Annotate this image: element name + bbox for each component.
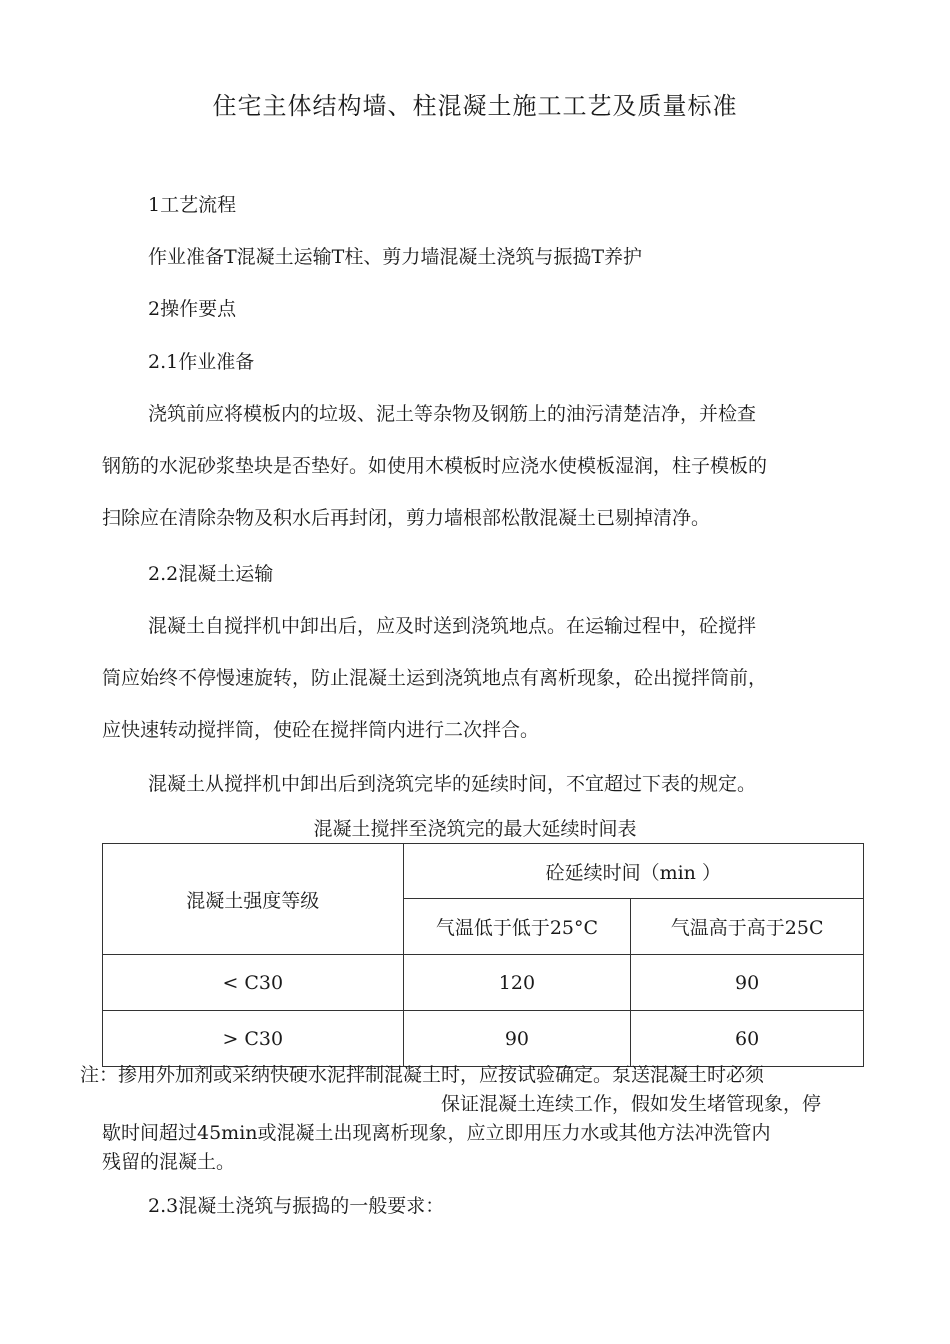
note-line: 歇时间超过45min或混凝土出现离析现象，应立即用压力水或其他方法冲洗管内 xyxy=(102,1122,771,1144)
cell-low: 90 xyxy=(403,1011,631,1067)
subsection-heading-2-3: 2.3混凝土浇筑与振捣的一般要求： xyxy=(148,1195,445,1217)
note-line: 保证混凝土连续工作，假如发生堵管现象，停 xyxy=(441,1093,822,1115)
note-line: 注：掺用外加剂或采纳快硬水泥拌制混凝土时，应按试验确定。泵送混凝土时必须 xyxy=(80,1064,765,1086)
paragraph-line: 筒应始终不停慢速旋转，防止混凝土运到浇筑地点有离析现象，砼出搅拌筒前， xyxy=(102,667,768,689)
process-flow: 作业准备T混凝土运输T柱、剪力墙混凝土浇筑与振捣T养护 xyxy=(148,246,643,268)
cell-high: 90 xyxy=(631,955,864,1011)
paragraph-prep xyxy=(102,388,902,544)
section-heading-1: 1工艺流程 xyxy=(148,194,237,216)
table-header-row xyxy=(103,844,864,899)
paragraph-line: 扫除应在清除杂物及积水后再封闭，剪力墙根部松散混凝土已剔掉清净。 xyxy=(102,507,711,529)
header-temp-high: 气温高于高于25C xyxy=(631,899,864,955)
subsection-heading-2-2: 2.2混凝土运输 xyxy=(148,563,274,585)
cell-grade: > C30 xyxy=(103,1011,404,1067)
paragraph-line: 钢筋的水泥砂浆垫块是否垫好。如使用木模板时应浇水使模板湿润，柱子模板的 xyxy=(102,455,768,477)
paragraph-transport xyxy=(102,600,902,756)
cell-low: 120 xyxy=(403,955,631,1011)
note-line: 残留的混凝土。 xyxy=(102,1151,236,1173)
paragraph-duration: 混凝土从搅拌机中卸出后到浇筑完毕的延续时间，不宜超过下表的规定。 xyxy=(148,773,757,795)
cell-high: 60 xyxy=(631,1011,864,1067)
header-grade: 混凝土强度等级 xyxy=(103,844,404,955)
table-row xyxy=(103,1011,864,1067)
duration-table xyxy=(102,843,864,1067)
paragraph-line: 浇筑前应将模板内的垃圾、泥土等杂物及钢筋上的油污清楚洁净，并检查 xyxy=(148,403,757,425)
paragraph-line: 混凝土自搅拌机中卸出后，应及时送到浇筑地点。在运输过程中，砼搅拌 xyxy=(148,615,757,637)
header-temp-low: 气温低于低于25°C xyxy=(403,899,631,955)
document-title: 住宅主体结构墙、柱混凝土施工工艺及质量标准 xyxy=(212,92,738,120)
paragraph-line: 应快速转动搅拌筒，使砼在搅拌筒内进行二次拌合。 xyxy=(102,719,540,741)
section-heading-2: 2操作要点 xyxy=(148,298,237,320)
table-caption: 混凝土搅拌至浇筑完的最大延续时间表 xyxy=(313,818,637,840)
cell-grade: < C30 xyxy=(103,955,404,1011)
header-duration: 砼延续时间（min ） xyxy=(403,844,863,899)
table-row xyxy=(103,955,864,1011)
subsection-heading-2-1: 2.1作业准备 xyxy=(148,351,255,373)
